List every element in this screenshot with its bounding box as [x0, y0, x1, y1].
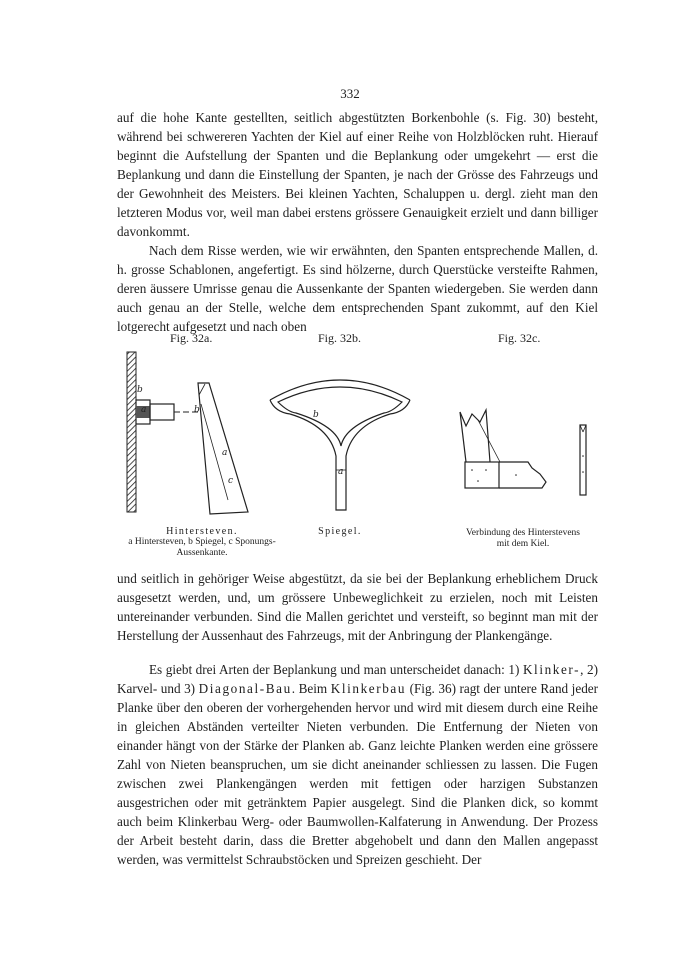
paragraph-1: auf die hohe Kante gestellten, seitlich abgestützten Borkenbohle (s. Fig. 30) besteht, während bei schwereren Yachten der Kiel auf einer Reihe von Holzblöcken ruht. Hierauf beginnt die Aufstellung der Spanten und die Beplankung oder umgekehrt — erst die Beplankung und dann die Einstellung der Spanten, je nach der Grösse des Fahrzeugs und der Gewohnheit des Meisters. Bei kleinen Yachten, Schaluppen u. dergl. zieht man den letzteren Modus vor, weil man dabei erstens grössere Genauigkeit erzielt und dann billiger davonkommt. — [117, 110, 598, 240]
fig-32c-caption-line-2: mit dem Kiel. — [496, 539, 550, 549]
paragraph-4-body: (Fig. 36) ragt der untere Rand jeder Planke über den oberen der vorhergehenden hervor und wird mit diesem durch eine Reihe in gleichen Abständen verteilter Nieten verbunden. Die Entfernung der Nieten von einander hängt von der Stärke der Planken ab. Ganz leichte Planken werden eine grössere Zahl von Nieten beanspruchen, um sie dicht aneinander schliessen zu lassen. Die Fugen zwischen zwei Plankengängen werden mit fettigen oder harzigen Substanzen ausgestrichen oder mit getränktem Papier ausgelegt. Sind die Planken dick, so kommt auch beim Klinkerbau Werg- oder Baumwollen-Kalfaterung in Anwendung. Der Prozess der Arbeit besteht darin, dass die Bretter abgehobelt und dann den Mallen angepasst werden, was vermittelst Schraubstöcken und Spreizen geschieht. Der — [117, 681, 599, 868]
fig-32a-letter-a2: a — [222, 448, 228, 458]
paragraph-4-mid-1: , 2) Karvel- und 3) — [117, 662, 599, 697]
fig-32c-caption-line-1: Verbindung des Hinterstevens — [466, 528, 580, 538]
fig-32b-letter-a: a — [338, 467, 344, 477]
fig-32a-caption — [112, 526, 292, 559]
paragraph-4-mid-2: . Beim — [291, 681, 328, 697]
fig-32a-letter-a1: a — [141, 405, 147, 415]
fig-32a-letter-b2: b — [194, 405, 200, 415]
fig-32b-letter-b: b — [313, 410, 319, 420]
fig-32a-caption-title: Hintersteven. — [166, 526, 238, 537]
fig-32c-label: Fig. 32c. — [498, 331, 541, 345]
term-diagonal-bau: Diagonal-Bau — [198, 681, 292, 697]
fig-32b-label: Fig. 32b. — [318, 331, 362, 345]
fig-32a-letter-c: c — [228, 476, 234, 486]
fig-32c-caption — [448, 528, 598, 550]
fig-32a-label: Fig. 32a. — [170, 331, 213, 345]
fig-32a-caption-line-2: Aussenkante. — [176, 548, 228, 558]
term-klinker: Klinker- — [522, 662, 581, 677]
fig-32a-caption-line-1: a Hintersteven, b Spiegel, c Sponungs- — [128, 537, 276, 547]
paragraph-3: und seitlich in gehöriger Weise abgestützt, da sie bei der Beplankung erheblichem Druck ausgesetzt werden, und, um grössere Unbeweglichkeit zu erzielen, noch mit Leisten untereinander verbunden. Sind die Mallen gerichtet und versteift, so beginnt man mit der Herstellung der Aussenhaut des Fahrzeugs, mit der Anbringung der Plankengänge. — [117, 571, 598, 644]
paragraph-2: Nach dem Risse werden, wie wir erwähnten, den Spanten entsprechende Mallen, d. h. grosse Schablonen, angefertigt. Es sind hölzerne, durch Querstücke versteifte Rahmen, deren äussere Umrisse genau die Aussenkante der Spanten wiedergeben. Sie werden dann auch genau an der Stelle, welche dem entsprechenden Spant zukommt, auf den Kiel lotgerecht aufgesetzt und nach oben — [117, 243, 598, 335]
fig-32a-letter-b1: b — [137, 385, 143, 395]
fig-32b-caption — [300, 526, 380, 537]
paragraph-4-intro: Es giebt drei Arten der Beplankung und man unterscheidet danach: 1) — [149, 662, 520, 677]
paragraph-4 — [117, 660, 598, 870]
page-number: 332 — [340, 86, 360, 101]
fig-32b-caption-title: Spiegel. — [318, 526, 362, 537]
term-klinkerbau: Klinkerbau — [330, 681, 407, 697]
